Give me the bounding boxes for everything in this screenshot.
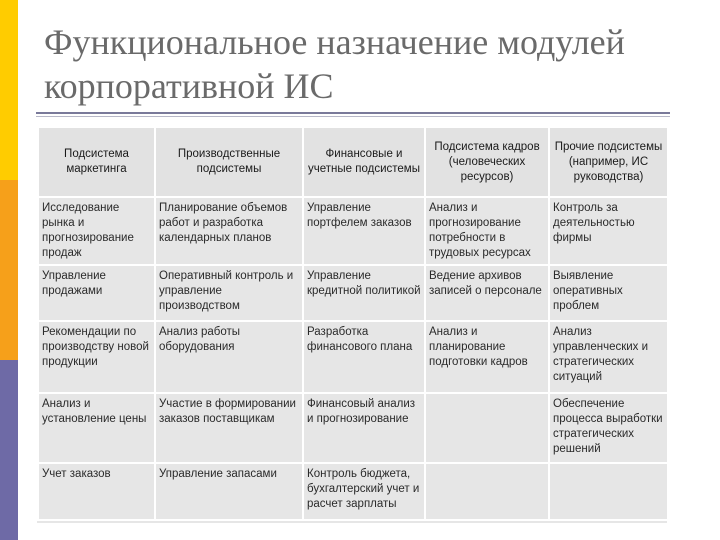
slide-title — [44, 20, 694, 108]
modules-table — [37, 126, 669, 521]
slide-title-line1: Функциональное назначение модулей — [44, 22, 625, 62]
table-cell: Управление запасами — [155, 463, 303, 520]
table-cell: Анализ и установление цены — [38, 393, 155, 463]
header-cell: Финансовые и учетные подсистемы — [303, 127, 425, 197]
accent-bar-orange — [0, 180, 18, 360]
title-underline — [36, 112, 670, 114]
table-cell: Финансовый анализ и прогнозирование — [303, 393, 425, 463]
table-cell: Анализ управленческих и стратегических ситуаций — [549, 321, 668, 393]
header-cell: Производственные подсистемы — [155, 127, 303, 197]
table-row — [38, 463, 668, 520]
table-row — [38, 393, 668, 463]
table-cell: Участие в формировании заказов поставщикам — [155, 393, 303, 463]
table-cell: Анализ работы оборудования — [155, 321, 303, 393]
table-cell: Контроль бюджета, бухгалтерский учет и расчет зарплаты — [303, 463, 425, 520]
table-cell: Ведение архивов записей о персонале — [425, 265, 549, 321]
accent-bar-purple — [0, 360, 18, 540]
modules-table-container — [37, 126, 667, 523]
table-cell: Выявление оперативных проблем — [549, 265, 668, 321]
table-cell: Планирование объемов работ и разработка календарных планов — [155, 197, 303, 265]
table-cell: Анализ и планирование подготовки кадров — [425, 321, 549, 393]
table-cell: Обеспечение процесса выработки стратегических решений — [549, 393, 668, 463]
table-cell: Разработка финансового плана — [303, 321, 425, 393]
title-underline-thin — [36, 116, 670, 117]
slide-title-line2: корпоративной ИС — [44, 66, 334, 106]
table-row — [38, 265, 668, 321]
table-cell: Учет заказов — [38, 463, 155, 520]
table-cell: Исследование рынка и прогнозирование продаж — [38, 197, 155, 265]
table-cell — [425, 393, 549, 463]
header-cell: Подсистема маркетинга — [38, 127, 155, 197]
table-cell — [549, 463, 668, 520]
accent-bar-yellow — [0, 0, 18, 180]
header-cell: Подсистема кадров (человеческих ресурсов) — [425, 127, 549, 197]
table-header-row — [38, 127, 668, 197]
table-cell: Управление кредитной политикой — [303, 265, 425, 321]
table-cell: Анализ и прогнозирование потребности в трудовых ресурсах — [425, 197, 549, 265]
table-row — [38, 321, 668, 393]
table-cell: Рекомендации по производству новой продукции — [38, 321, 155, 393]
table-row — [38, 197, 668, 265]
table-cell: Контроль за деятельностью фирмы — [549, 197, 668, 265]
header-cell: Прочие подсистемы (например, ИС руководства) — [549, 127, 668, 197]
table-cell: Оперативный контроль и управление производством — [155, 265, 303, 321]
table-cell: Управление портфелем заказов — [303, 197, 425, 265]
table-cell — [425, 463, 549, 520]
table-cell: Управление продажами — [38, 265, 155, 321]
